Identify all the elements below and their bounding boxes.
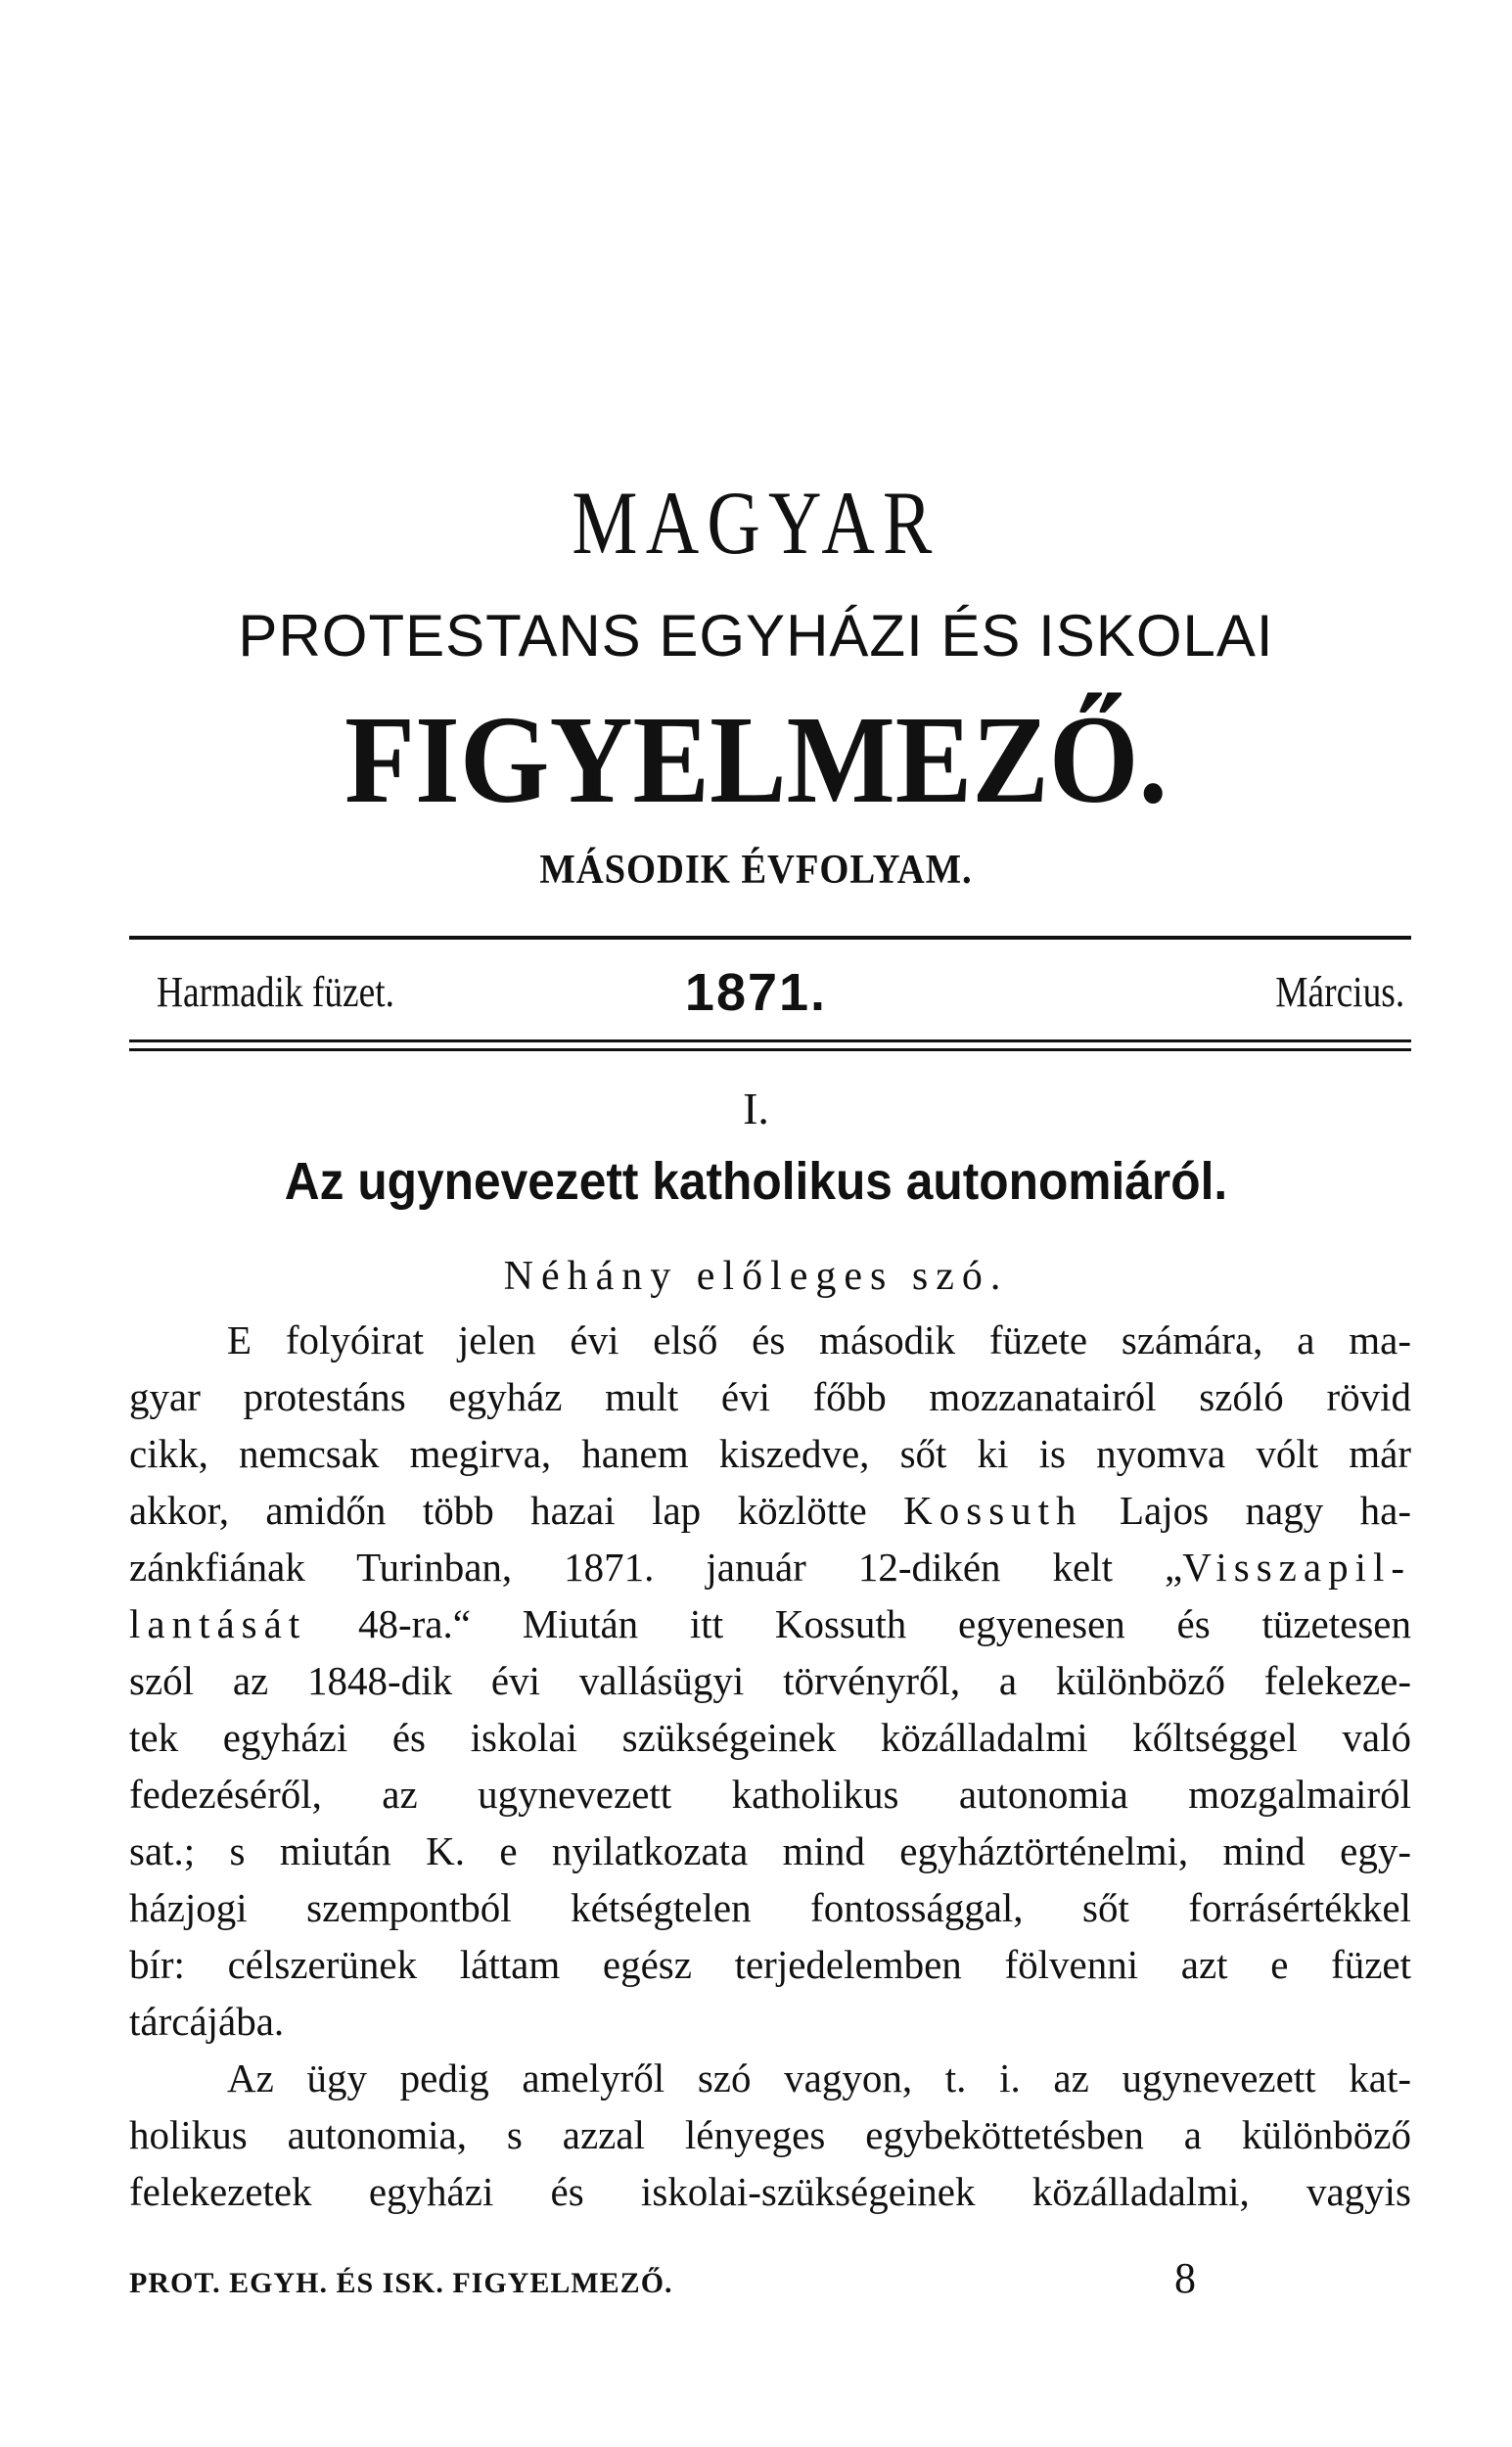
body-line: bír: célszerünek láttam egész terjedelemben fölvenni azt e füzet bbox=[129, 1942, 1411, 1987]
emphasized-word: Visszapil- bbox=[1182, 1545, 1411, 1590]
masthead-subtitle: PROTESTANS EGYHÁZI ÉS ISKOLAI bbox=[238, 603, 1274, 669]
article-number: I. bbox=[743, 1084, 769, 1133]
emphasized-word: lantását bbox=[129, 1601, 307, 1646]
body-line bbox=[129, 1595, 1411, 1652]
body-line: gyar protestáns egyház mult évi főbb mozzanatairól szóló rövid bbox=[129, 1374, 1411, 1419]
body-line: fedezéséről, az ugynevezett katholikus autonomia mozgalmairól bbox=[129, 1772, 1411, 1817]
body-line: tárcájába. bbox=[129, 1999, 285, 2044]
masthead-magyar: MAGYAR bbox=[572, 473, 940, 573]
signature-mark: 8 bbox=[1174, 2254, 1196, 2302]
article-title: Az ugynevezett katholikus autonomiáról. bbox=[284, 1152, 1228, 1211]
body-line: házjogi szempontból kétségtelen fontossággal, sőt forrásértékkel bbox=[129, 1885, 1411, 1930]
masthead-volume: MÁSODIK ÉVFOLYAM. bbox=[539, 848, 973, 893]
body-text-segment: Lajos nagy ha- bbox=[1120, 1488, 1411, 1533]
running-footer: PROT. EGYH. ÉS ISK. FIGYELMEZŐ. bbox=[129, 2267, 673, 2299]
body-line bbox=[129, 1482, 1411, 1539]
body-line: Az ügy pedig amelyről szó vagyon, t. i. az ugynevezett kat- bbox=[227, 2055, 1411, 2101]
double-rule-upper bbox=[129, 1039, 1411, 1042]
emphasized-name: Kossuth bbox=[903, 1488, 1083, 1533]
body-line: szól az 1848-dik évi vallásügyi törvényről, a különböző felekeze- bbox=[129, 1658, 1411, 1703]
body-line: sat.; s miután K. e nyilatkozata mind egyháztörténelmi, mind egy- bbox=[129, 1828, 1411, 1873]
body-text-segment: akkor, amidőn több hazai lap közlötte bbox=[129, 1488, 867, 1533]
body-line: E folyóirat jelen évi első és második füzete számára, a ma- bbox=[227, 1317, 1411, 1362]
article-subtitle: Néhány előleges szó. bbox=[503, 1254, 1009, 1299]
double-rule-lower bbox=[129, 1048, 1411, 1051]
issue-year: 1871. bbox=[684, 963, 828, 1022]
issue-number: Harmadik füzet. bbox=[157, 968, 394, 1016]
body-line: felekezetek egyházi és iskolai-szükségeinek közálladalmi, vagyis bbox=[129, 2169, 1411, 2214]
body-line: cikk, nemcsak megirva, hanem kiszedve, sőt ki is nyomva vólt már bbox=[129, 1431, 1411, 1476]
issue-month: Március. bbox=[1275, 968, 1404, 1016]
article-body bbox=[129, 1312, 1411, 2220]
body-line bbox=[129, 1539, 1411, 1595]
masthead-title: FIGYELMEZŐ. bbox=[344, 690, 1168, 829]
body-text-segment: 48-ra.“ Miután itt Kossuth egyenesen és tüzetesen bbox=[358, 1601, 1411, 1646]
top-rule bbox=[129, 936, 1411, 940]
body-text-segment: zánkfiának Turinban, 1871. január 12-dikén kelt „ bbox=[129, 1545, 1183, 1590]
body-line: holikus autonomia, s azzal lényeges egybeköttetésben a különböző bbox=[129, 2112, 1411, 2157]
body-line: tek egyházi és iskolai szükségeinek közálladalmi kőltséggel való bbox=[129, 1715, 1411, 1760]
